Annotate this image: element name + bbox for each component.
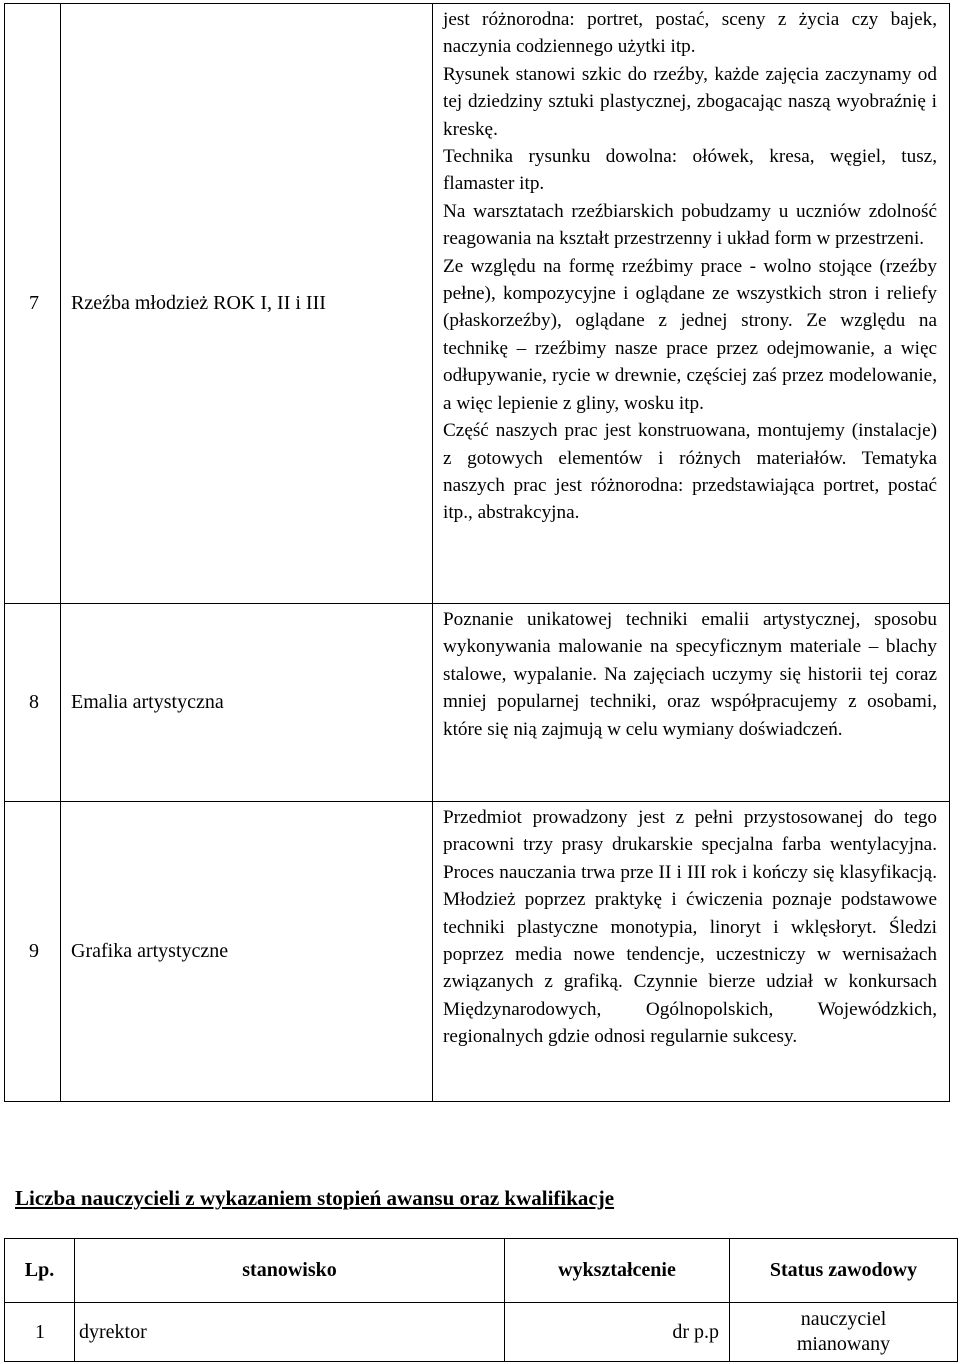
teachers-table (4, 1238, 958, 1362)
program-description (433, 604, 950, 802)
row-number: 9 (5, 802, 61, 1102)
table-row (5, 604, 950, 802)
cell-stanowisko: dyrektor (75, 1303, 505, 1362)
column-header-lp: Lp. (5, 1239, 75, 1303)
program-name: Rzeźba młodzież ROK I, II i III (61, 4, 433, 604)
row-number: 7 (5, 4, 61, 604)
status-line: mianowany (796, 1333, 891, 1355)
table-row (5, 4, 950, 604)
description-paragraph: Rysunek stanowi szkic do rzeźby, każde zajęcia zaczynamy od tej dziedziny sztuki plastycznej, zbogacając naszą wyobraźnię i kreskę. (443, 63, 937, 140)
description-paragraph: Na warsztatach rzeźbiarskich pobudzamy u uczniów zdolność reagowania na kształt przestrzenny i układ form w przestrzeni. (443, 200, 937, 250)
row-number: 8 (5, 604, 61, 802)
cell-status (730, 1303, 958, 1362)
table-row (5, 1303, 958, 1362)
cell-lp: 1 (5, 1303, 75, 1362)
column-header-wyksztalcenie: wykształcenie (505, 1239, 730, 1303)
table-header-row (5, 1239, 958, 1303)
program-description (433, 4, 950, 604)
description-paragraph: Przedmiot prowadzony jest z pełni przystosowanej do tego pracowni trzy prasy drukarskie specjalna farba wentylacyjna. Proces nauczania trwa prze II i III rok i kończy się klasyfikacją. Młodzież poprzez praktykę i ćwiczenia poznaje podstawowe techniki plastyczne monotypia, linoryt i wklęsłoryt. Śledzi poprzez media nowe tendencje, uczestniczy w wernisażach związanych z grafiką. Czynnie bierze udział w konkursach Międzynarodowych, Ogólnopolskich, Wojewódzkich, regionalnych gdzie odnosi regularnie sukcesy. (443, 807, 937, 1048)
column-header-status: Status zawodowy (730, 1239, 958, 1303)
program-name: Grafika artystyczne (61, 802, 433, 1102)
description-paragraph: Technika rysunku dowolna: ołówek, kresa, węgiel, tusz, flamaster itp. (443, 146, 937, 195)
teachers-heading: Liczba nauczycieli z wykazaniem stopień awansu oraz kwalifikacje (15, 1186, 615, 1210)
cell-wyksztalcenie: dr p.p (505, 1303, 730, 1362)
program-name: Emalia artystyczna (61, 604, 433, 802)
description-paragraph: Część naszych prac jest konstruowana, montujemy (instalacje) z gotowych elementów i różnych materiałów. Tematyka naszych prac jest różnorodna: przedstawiająca portret, postać itp., abstrakcyjna. (443, 420, 937, 524)
table-row (5, 802, 950, 1102)
description-paragraph: jest różnorodna: portret, postać, sceny z życia czy bajek, naczynia codziennego użytki itp. (443, 9, 937, 58)
programs-table (4, 3, 950, 1102)
description-paragraph: Poznanie unikatowej techniki emalii artystycznej, sposobu wykonywania malowanie na specyficznym materiale – blachy stalowe, wypalanie. Na zajęciach uczymy się historii tej coraz mniej popularnej techniki, oraz współpracujemy z osobami, które się nią zajmują w celu wymiany doświadczeń. (443, 609, 937, 740)
status-line: nauczyciel (800, 1308, 887, 1330)
program-description (433, 802, 950, 1102)
description-paragraph: Ze względu na formę rzeźbimy prace - wolno stojące (rzeźby pełne), kompozycyjne i oglądane ze wszystkich stron i reliefy (płaskorzeźby), oglądane z jednej strony. Ze względu na technikę – rzeźbimy nasze prace przez odejmowanie, a więc odłupywanie, rycie w drewnie, częściej zaś przez modelowanie, a więc lepienie z gliny, wosku itp. (443, 255, 937, 414)
column-header-stanowisko: stanowisko (75, 1239, 505, 1303)
